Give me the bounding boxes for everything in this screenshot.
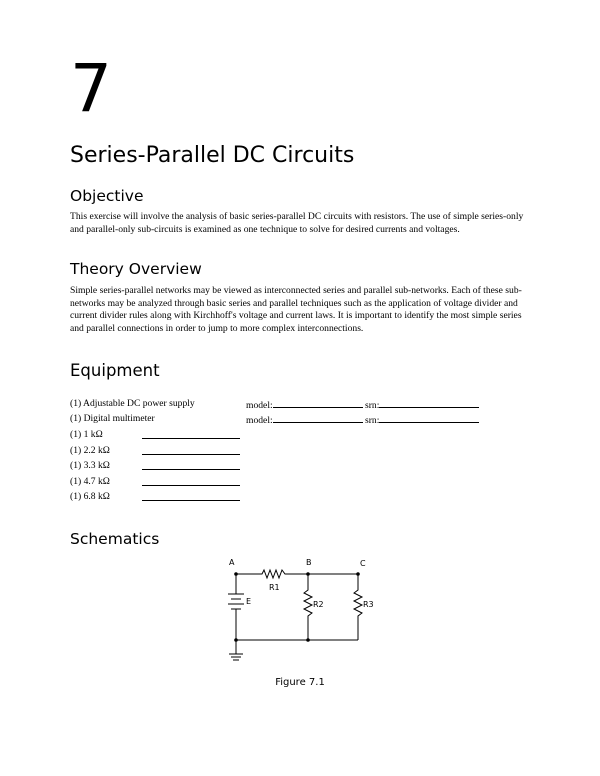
srn-label: srn: [365,415,380,426]
schematics-heading: Schematics [70,530,160,548]
chapter-title: Series-Parallel DC Circuits [70,143,355,168]
equipment-item: (1) Digital multimeter [70,413,155,424]
label-r2: R2 [313,600,324,609]
node-label-b: B [306,558,312,567]
objective-paragraph: This exercise will involve the analysis of basic series-parallel DC circuits with resistors. The use of simple series-only and parallel-only sub-circuits is examined as one technique to solve for desired currents and voltages. [70,211,524,235]
node-a-dot [234,572,238,576]
resistor-r1 [236,570,308,578]
node-b-dot [306,572,310,576]
node-label-a: A [229,558,235,567]
srn-label: srn: [365,400,380,411]
resistor-r2 [304,574,312,640]
resistor-item: (1) 2.2 kΩ [70,445,110,456]
model-label: model: [246,400,273,411]
model-label: model: [246,415,273,426]
chapter-number: 7 [70,50,112,127]
resistor-item: (1) 4.7 kΩ [70,476,110,487]
label-r1: R1 [269,583,280,592]
label-r3: R3 [363,600,374,609]
figure-caption: Figure 7.1 [275,677,325,688]
node-c-dot [356,572,360,576]
theory-heading: Theory Overview [70,260,202,278]
resistor-item: (1) 6.8 kΩ [70,491,110,502]
node-label-c: C [360,559,366,568]
resistor-item: (1) 3.3 kΩ [70,460,110,471]
node-dot [306,638,310,642]
objective-heading: Objective [70,187,144,205]
node-dot [234,638,238,642]
equipment-heading: Equipment [70,361,160,380]
label-e: E [246,597,252,606]
theory-paragraph: Simple series-parallel networks may be viewed as interconnected series and parallel sub-networks. Each of these sub-networks may be analyzed through basic series and parallel techniques such as the application of voltage divider and current divider rules along with Kirchhoff's voltage and current laws. It is important to identify the most simple series and parallel connections in order to jump to more complex interconnections. [70,285,522,334]
resistor-r3 [354,574,362,640]
resistor-item: (1) 1 kΩ [70,429,103,440]
equipment-item: (1) Adjustable DC power supply [70,398,195,409]
